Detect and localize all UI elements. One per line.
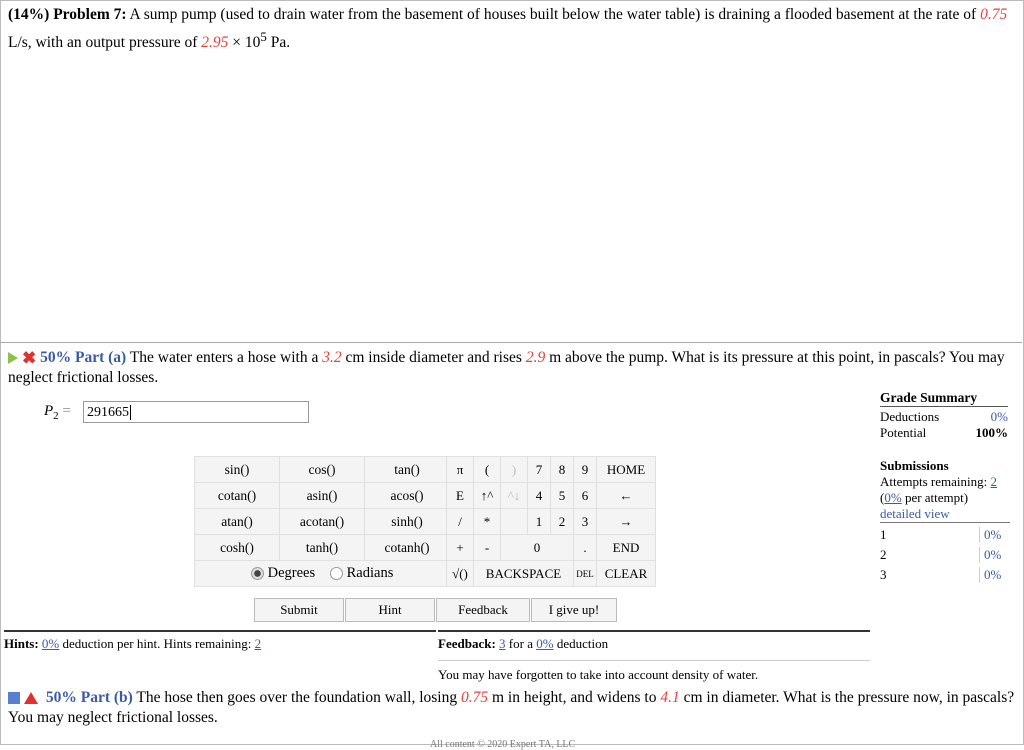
superscript-button[interactable]: ↑^ [474,483,501,509]
degrees-label: Degrees [267,565,316,581]
zero-button[interactable]: 0 [501,535,574,561]
submission-number: 2 [880,547,887,562]
submission-score: 0% [979,527,1010,543]
warning-icon [24,692,38,704]
section-divider [0,342,1022,343]
grade-summary-title: Grade Summary [880,390,1008,407]
submissions-title: Submissions [880,458,949,473]
hints-bar [4,630,436,652]
right-paren-button[interactable]: ) [501,457,528,483]
clear-button[interactable]: CLEAR [597,561,656,587]
variable-subscript: 2 [53,410,59,422]
two-button[interactable]: 2 [551,509,574,535]
del-button[interactable]: DEL [574,561,597,587]
attempts-remaining: 2 [990,474,997,489]
diameter-value: 4.1 [660,689,680,706]
problem-text: L/s, with an output pressure of [8,34,202,52]
four-button[interactable]: 4 [528,483,551,509]
problem-text: A sump pump (used to drain water from the basement of houses built below the water table) is draining a flooded basement at the rate of [126,6,981,23]
part-a-question [8,348,1018,388]
three-button[interactable]: 3 [574,509,597,535]
problem-title: (14%) Problem 7: [8,6,127,23]
question-text: m above the pump. What is its pressure at this point, in pascals? You may neglect frictional losses. [8,349,1005,387]
blank-key [501,509,528,535]
feedback-count: 3 [499,636,506,651]
equals-sign: = [62,403,71,419]
potential-label: Potential [880,425,927,440]
variable-symbol: P [44,403,54,419]
per-attempt-text: per attempt) [901,490,969,505]
question-text: The water enters a hose with a [126,349,323,366]
part-b-label: 50% Part (b) [45,689,133,706]
collapse-icon[interactable] [8,692,20,704]
exponent: 5 [260,29,267,44]
question-text: cm inside diameter and rises [341,349,526,366]
cotan-button[interactable]: cotan() [195,483,280,509]
backspace-button[interactable]: BACKSPACE [474,561,574,587]
hint-button[interactable]: Hint [345,598,435,622]
e-button[interactable]: E [447,483,474,509]
pi-button[interactable]: π [447,457,474,483]
hints-text: deduction per hint. Hints remaining: [59,636,255,651]
incorrect-x-icon: ✖ [22,348,37,368]
problem-text: Pa. [266,34,291,52]
minus-button[interactable]: - [474,535,501,561]
function-keypad [194,456,450,587]
height-value: 2.9 [525,349,546,366]
acos-button[interactable]: acos() [365,483,450,509]
submissions-panel: Submissions Attempts remaining: 2 (0% per attempt) detailed view 1 0% 2 0% 3 0% [880,458,1010,583]
divide-button[interactable]: / [447,509,474,535]
numeric-keypad [446,456,656,587]
left-arrow-button[interactable]: ← [597,483,656,509]
feedback-button[interactable]: Feedback [436,598,530,622]
submission-score: 0% [979,547,1010,563]
feedback-message: You may have forgotten to take into account density of water. [438,660,870,683]
acotan-button[interactable]: acotan() [280,509,365,535]
one-button[interactable]: 1 [528,509,551,535]
home-button[interactable]: HOME [597,457,656,483]
six-button[interactable]: 6 [574,483,597,509]
question-text: cm in diameter. What is the pressure now, in pascals? You may neglect frictional losses. [8,689,1015,726]
radians-radio[interactable] [330,567,343,580]
answer-variable-label [44,403,71,422]
flow-rate-value: 0.75 [980,6,1008,23]
angle-mode-toggle [195,561,450,587]
submission-score: 0% [979,567,1010,583]
sin-button[interactable]: sin() [195,457,280,483]
part-a-label: 50% Part (a) [40,349,127,366]
height-loss-value: 0.75 [461,689,489,706]
degrees-radio[interactable] [251,567,264,580]
feedback-label: Feedback: [438,636,496,651]
tan-button[interactable]: tan() [365,457,450,483]
subscript-button[interactable]: ^↓ [501,483,528,509]
submission-number: 1 [880,527,887,542]
cos-button[interactable]: cos() [280,457,365,483]
decimal-button[interactable]: . [574,535,597,561]
eight-button[interactable]: 8 [551,457,574,483]
seven-button[interactable]: 7 [528,457,551,483]
deductions-value: 0% [990,409,1008,424]
right-arrow-button[interactable]: → [597,509,656,535]
question-text: The hose then goes over the foundation wall, losing [132,689,461,706]
end-button[interactable]: END [597,535,656,561]
hints-label: Hints: [4,636,39,651]
atan-button[interactable]: atan() [195,509,280,535]
answer-value: 291665 [87,405,129,420]
text-cursor [130,405,131,420]
submit-button[interactable]: Submit [254,598,344,622]
detailed-view-link[interactable]: detailed view [880,506,950,521]
grade-summary [880,390,1008,441]
multiply-button[interactable]: * [474,509,501,535]
part-b-question [8,688,1020,728]
per-attempt-pct: 0% [884,490,902,505]
hint-deduction-pct: 0% [41,636,60,651]
feedback-text: for a [505,636,537,651]
problem-text: × 10 [228,34,261,52]
potential-value: 100% [975,425,1008,440]
hints-remaining: 2 [254,636,262,651]
cotanh-button[interactable]: cotanh() [365,535,450,561]
problem-statement [8,4,1008,54]
answer-input[interactable] [83,401,309,423]
tanh-button[interactable]: tanh() [280,535,365,561]
submission-number: 3 [880,567,887,582]
footer-copyright: All content © 2020 Expert TA, LLC [430,739,576,750]
cosh-button[interactable]: cosh() [195,535,280,561]
asin-button[interactable]: asin() [280,483,365,509]
nine-button[interactable]: 9 [574,457,597,483]
feedback-bar [438,630,870,652]
sinh-button[interactable]: sinh() [365,509,450,535]
feedback-deduction-pct: 0% [536,636,554,651]
give-up-button[interactable]: I give up! [531,598,617,622]
radians-label: Radians [346,565,394,581]
five-button[interactable]: 5 [551,483,574,509]
question-text: m in height, and widens to [488,689,661,706]
plus-button[interactable]: + [447,535,474,561]
play-icon[interactable] [8,352,18,364]
attempts-label: Attempts remaining: [880,474,991,489]
pressure-value: 2.95 [201,34,229,52]
diameter-value: 3.2 [322,349,342,366]
feedback-text: deduction [553,636,609,651]
sqrt-button[interactable]: √() [447,561,474,587]
deductions-label: Deductions [880,409,940,424]
left-paren-button[interactable]: ( [474,457,501,483]
